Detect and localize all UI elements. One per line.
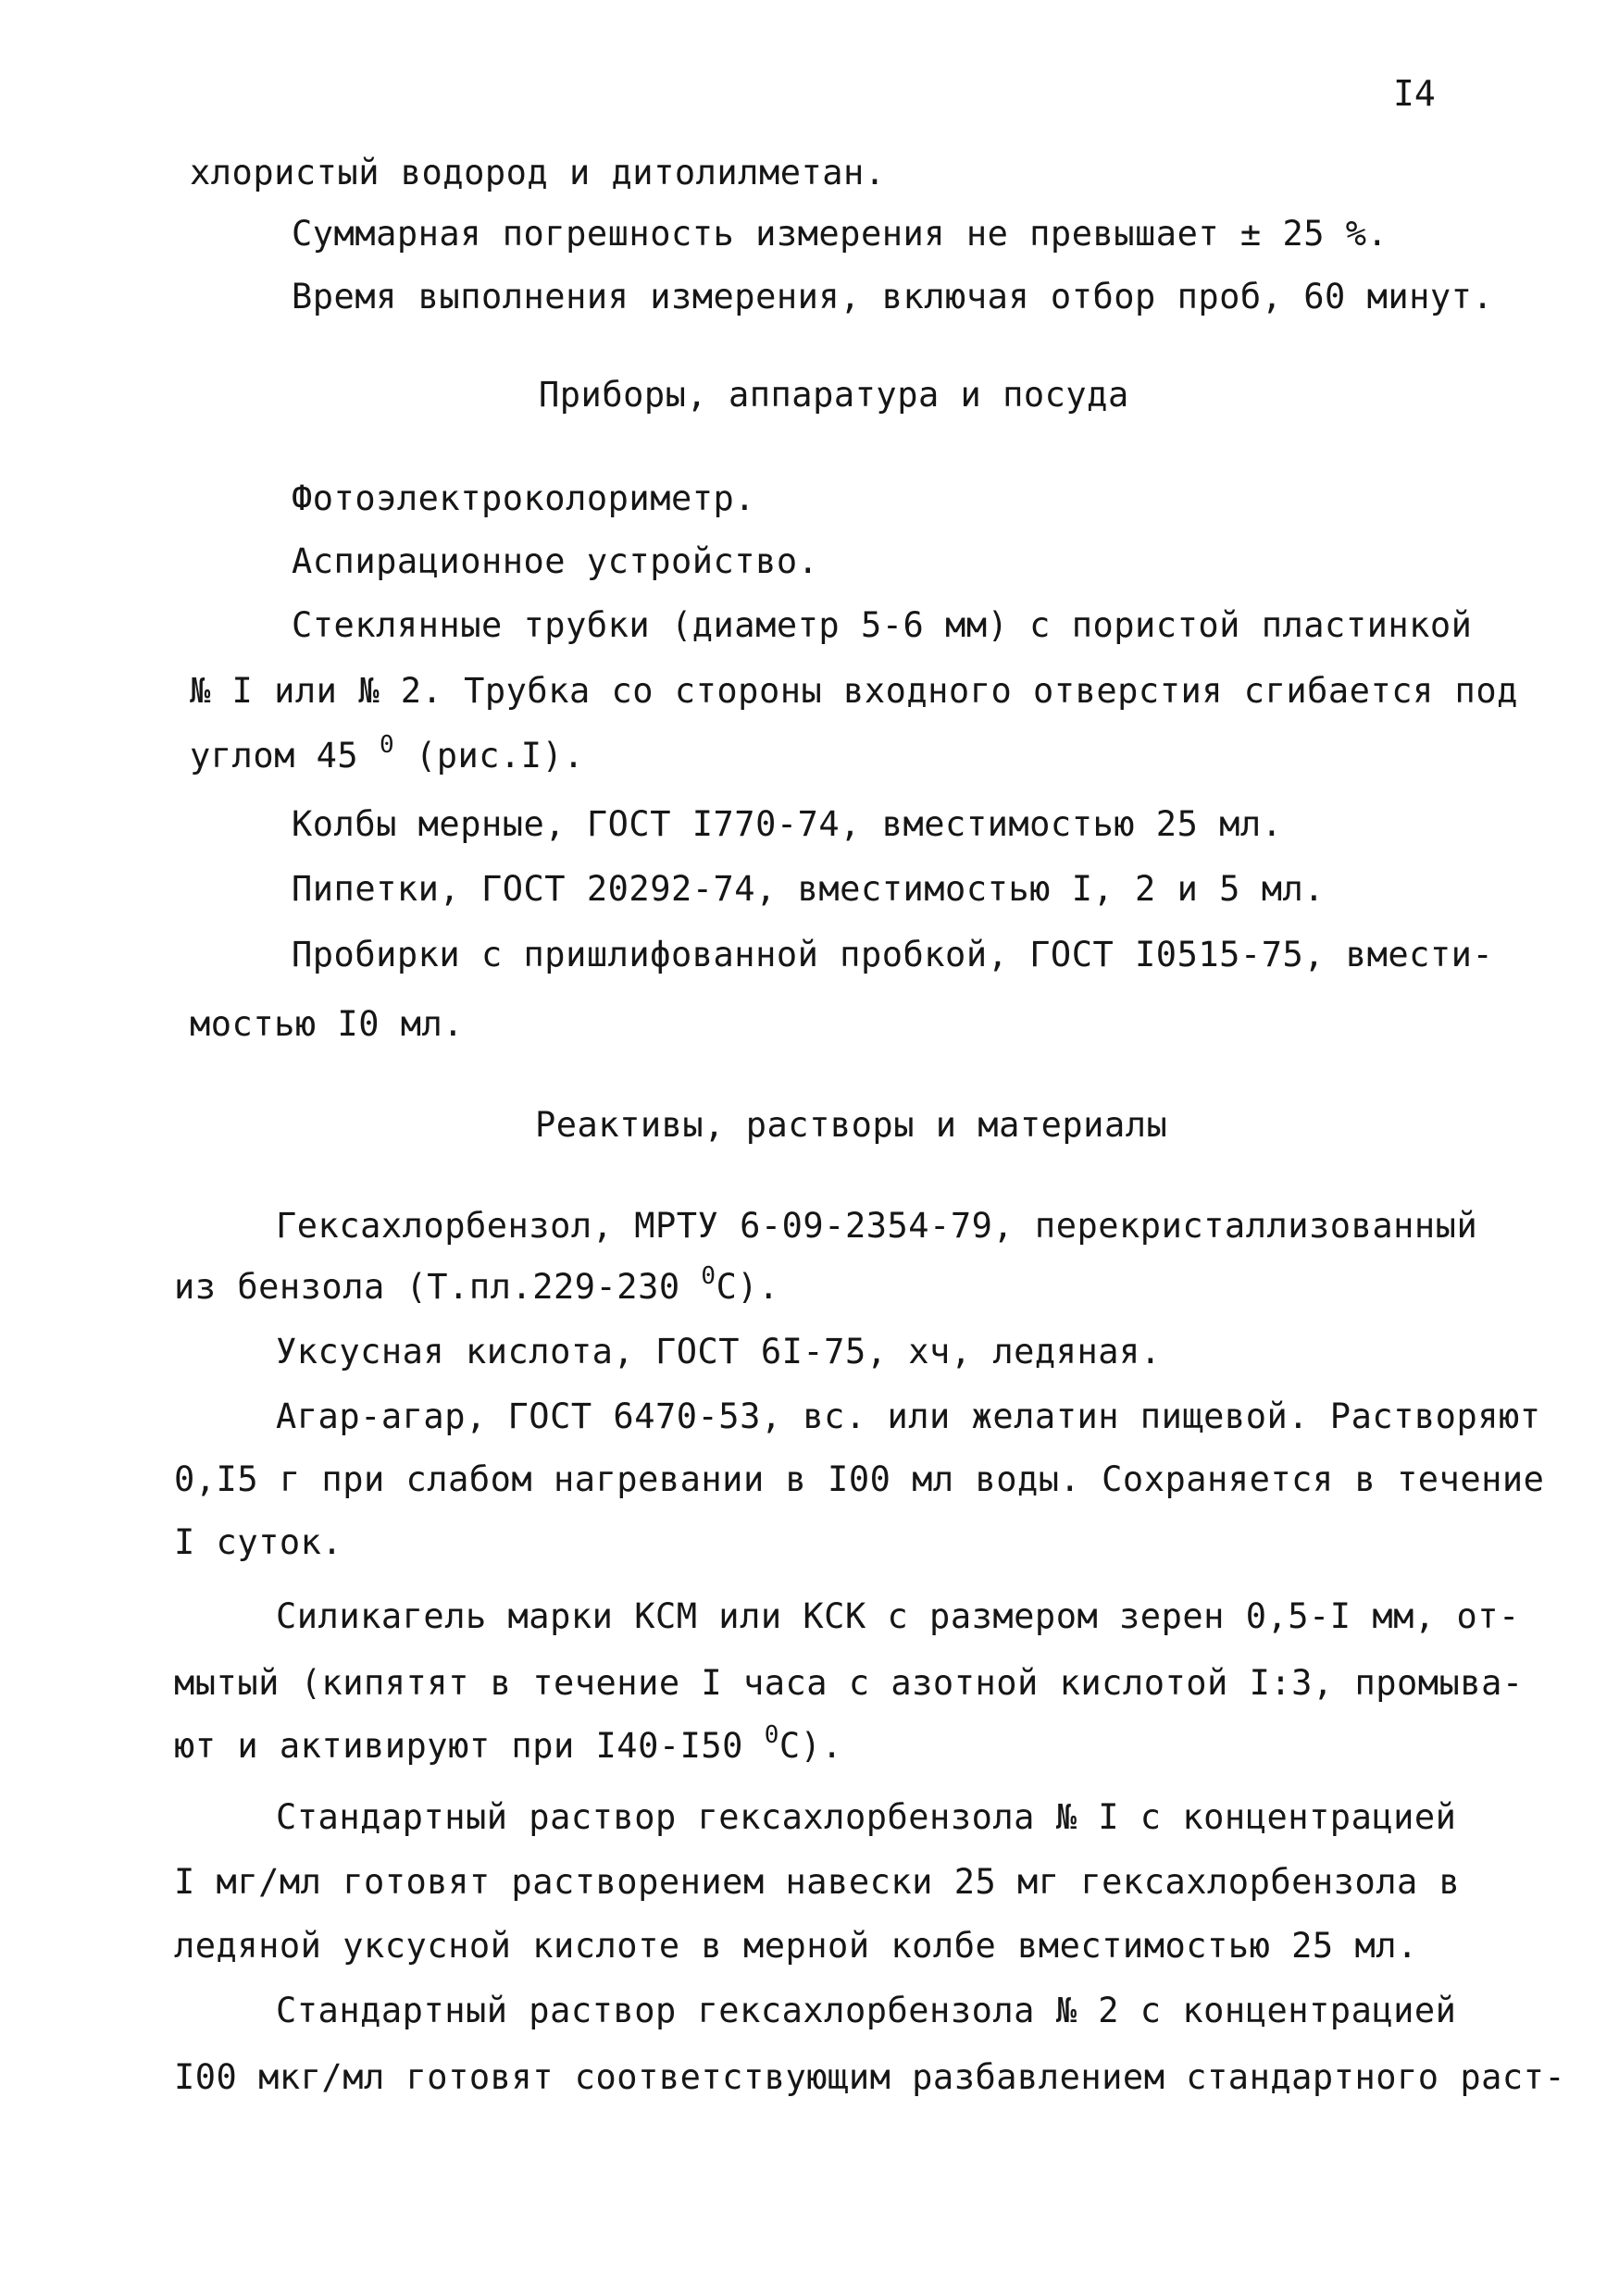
text-line: I мг/мл готовят растворением навески 25 мг гексахлорбензола в	[174, 1862, 1461, 1902]
text-line: Стеклянные трубки (диаметр 5-6 мм) с пористой пластинкой	[292, 605, 1473, 645]
degree-superscript: 0	[764, 1721, 779, 1749]
text-fragment: ют и активируют при I40-I50	[174, 1726, 743, 1766]
text-line: I суток.	[174, 1522, 343, 1562]
section-heading: Приборы, аппаратура и посуда	[539, 375, 1129, 415]
text-line: Гексахлорбензол, МРТУ 6-09-2354-79, перекристаллизованный	[276, 1206, 1478, 1246]
text-line: № I или № 2. Трубка со стороны входного отверстия сгибается под	[190, 671, 1518, 711]
text-line	[174, 1262, 779, 1307]
text-line: Пробирки с пришлифованной пробкой, ГОСТ I0515-75, вмести-	[292, 935, 1494, 974]
text-line	[174, 1721, 843, 1766]
page-number: I4	[1393, 73, 1436, 114]
text-line: мостью I0 мл.	[190, 1004, 465, 1044]
text-line: Пипетки, ГОСТ 20292-74, вместимостью I, 2 и 5 мл.	[292, 869, 1326, 909]
text-line: Стандартный раствор гексахлорбензола № I с концентрацией	[276, 1797, 1457, 1837]
text-line: 0,I5 г при слабом нагревании в I00 мл воды. Сохраняется в течение	[174, 1459, 1545, 1499]
text-line: Фотоэлектроколориметр.	[292, 478, 756, 518]
section-heading: Реактивы, растворы и материалы	[535, 1105, 1168, 1145]
text-fragment: из бензола (Т.пл.229-230	[174, 1267, 680, 1307]
text-fragment: углом 45	[190, 736, 359, 776]
degree-superscript: 0	[380, 731, 395, 759]
text-line: мытый (кипятят в течение I часа с азотной кислотой I:3, промыва-	[174, 1663, 1524, 1703]
text-line: хлористый водород и дитолилметан.	[190, 153, 886, 192]
text-line: Уксусная кислота, ГОСТ 6I-75, хч, ледяная.	[276, 1332, 1162, 1371]
text-line: Агар-агар, ГОСТ 6470-53, вс. или желатин пищевой. Растворяют	[276, 1396, 1541, 1436]
text-line	[190, 731, 585, 776]
text-line: Суммарная погрешность измерения не превышает ± 25 %.	[292, 214, 1389, 254]
text-line: Аспирационное устройство.	[292, 541, 819, 581]
text-line: Стандартный раствор гексахлорбензола № 2 с концентрацией	[276, 1991, 1457, 2030]
text-line: Колбы мерные, ГОСТ I770-74, вместимостью 25 мл.	[292, 804, 1283, 844]
text-line: Силикагель марки КСМ или КСК с размером зерен 0,5-I мм, от-	[276, 1596, 1520, 1636]
text-fragment: (рис.I).	[394, 736, 585, 776]
text-line: ледяной уксусной кислоте в мерной колбе вместимостью 25 мл.	[174, 1926, 1418, 1966]
text-line: I00 мкг/мл готовят соответствующим разбавлением стандартного раст-	[174, 2057, 1566, 2097]
degree-superscript: 0	[701, 1262, 716, 1290]
text-line: Время выполнения измерения, включая отбор проб, 60 минут.	[292, 277, 1494, 316]
text-fragment: С).	[778, 1726, 843, 1766]
text-fragment: С).	[716, 1267, 779, 1307]
